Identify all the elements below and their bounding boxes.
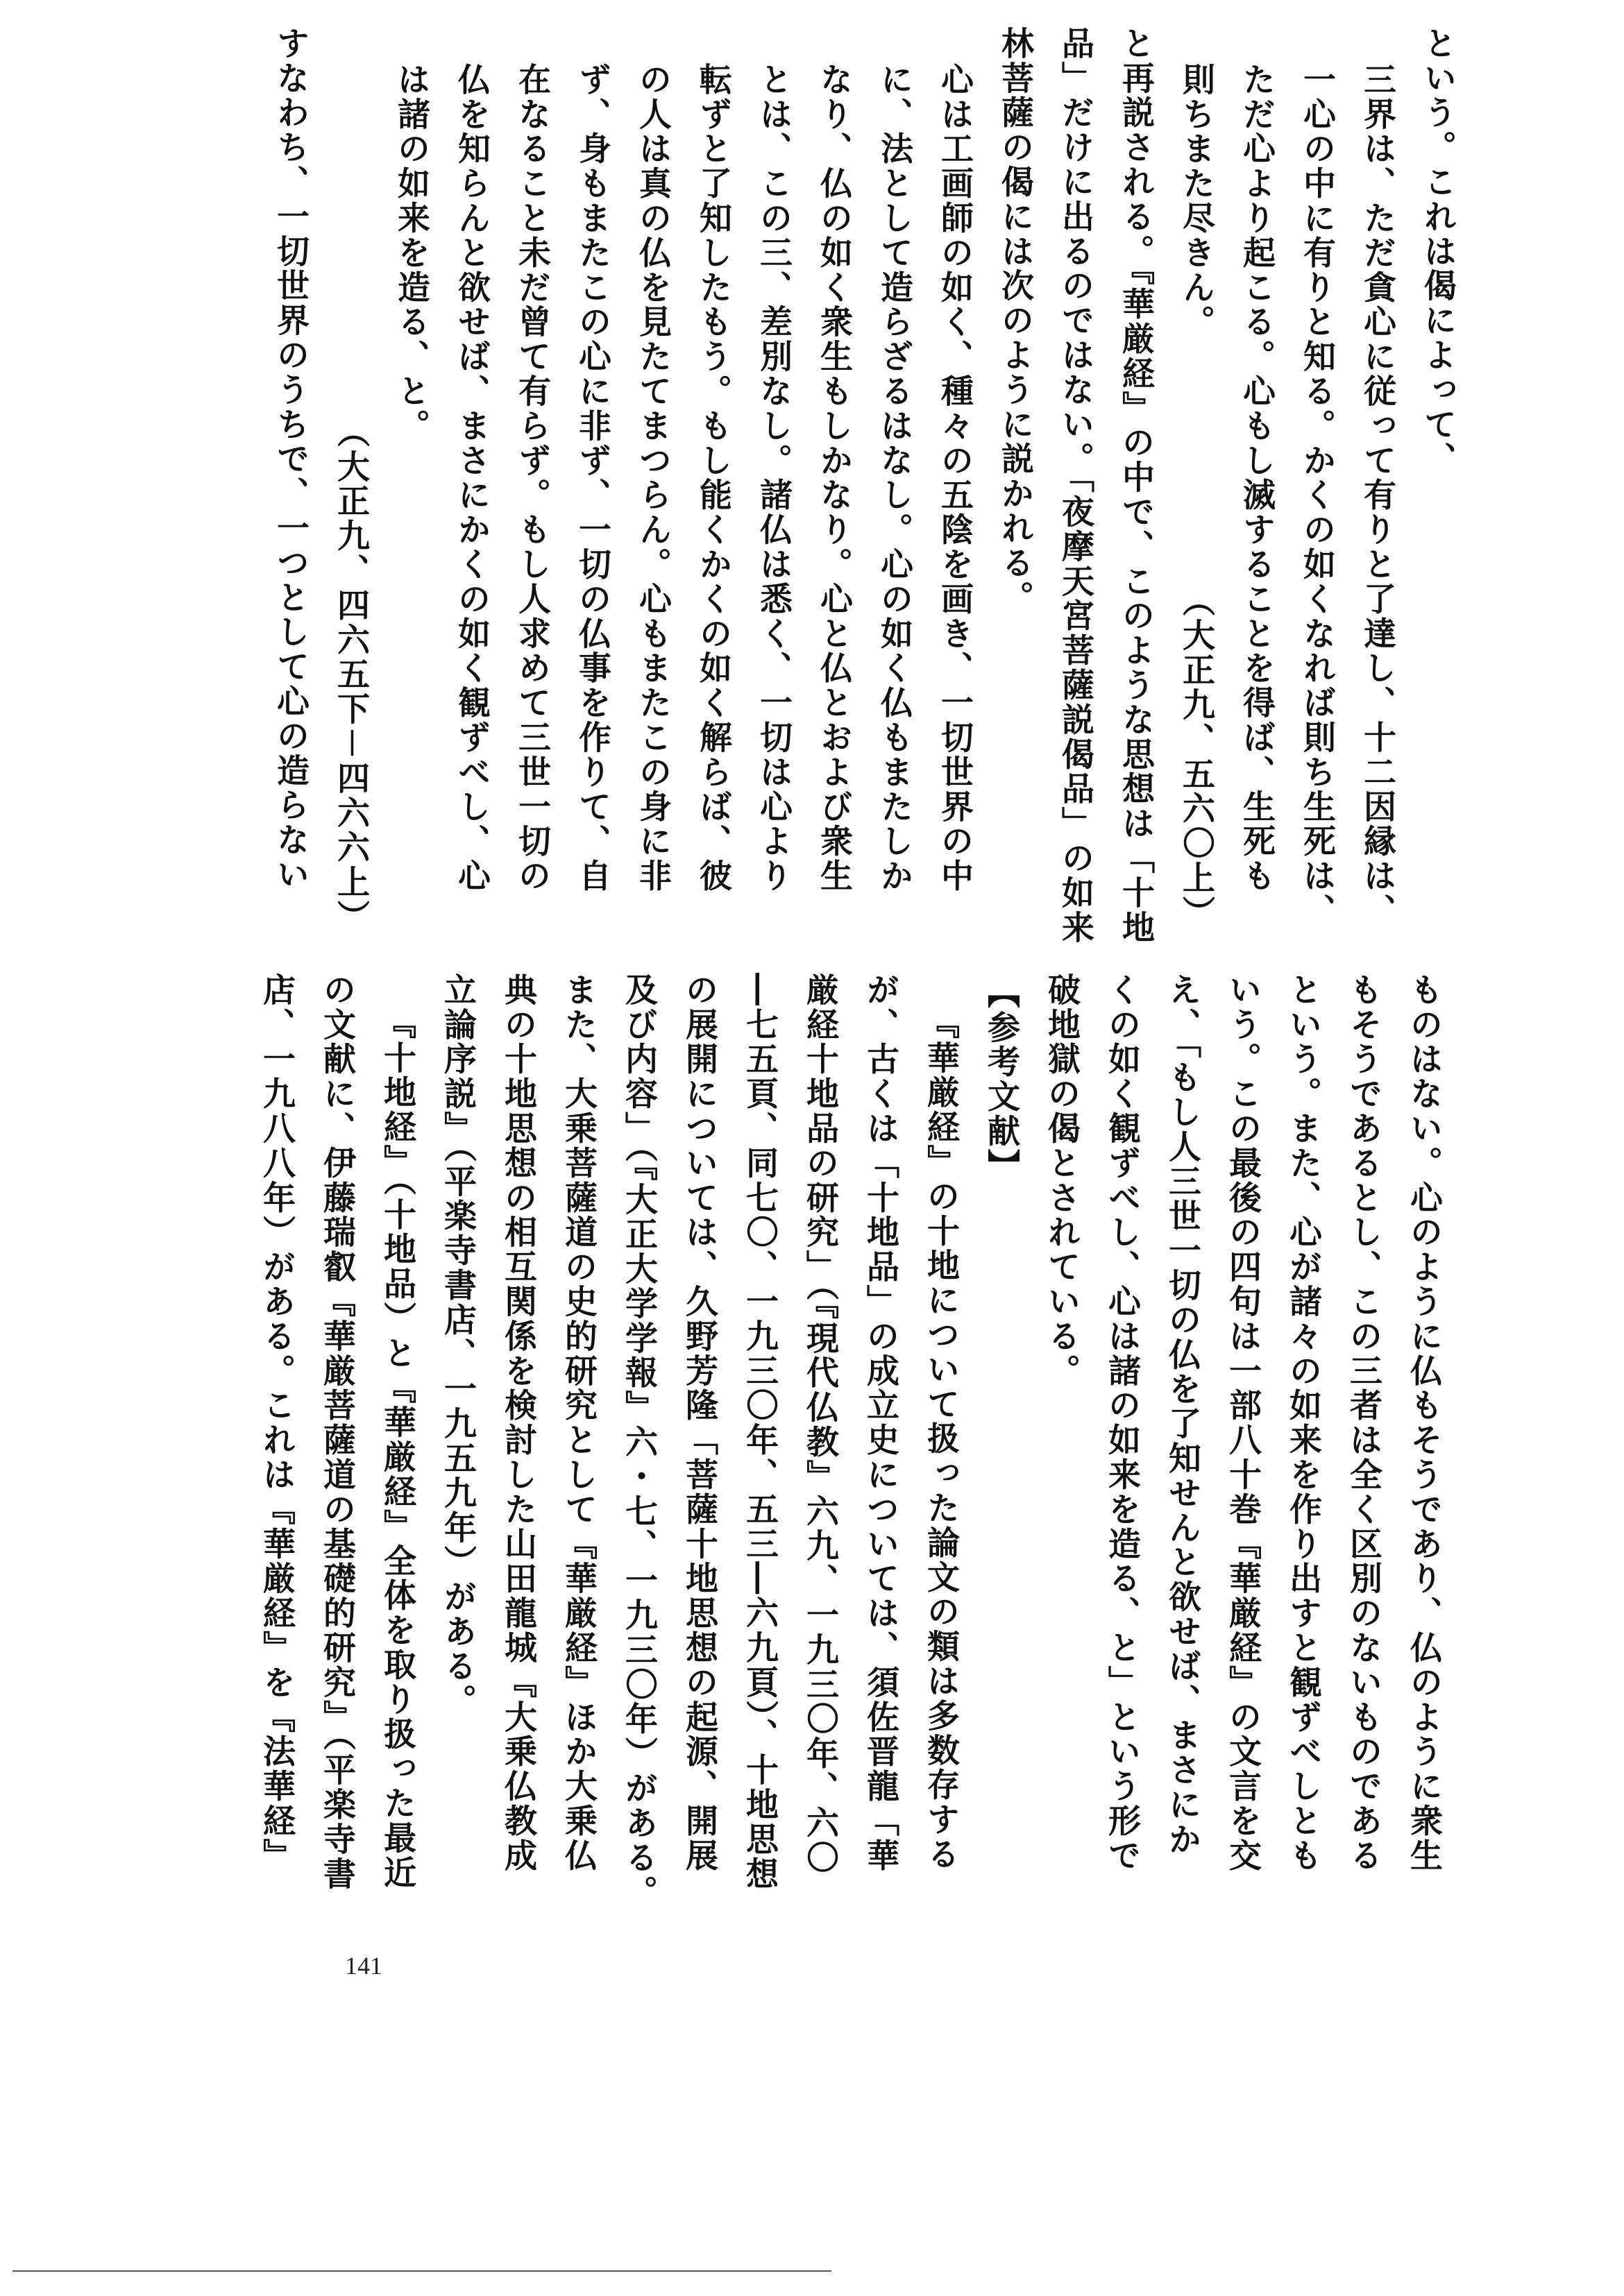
upper-text-line: 三界は、ただ貪心に従って有りと了達し、十二因縁は、: [1358, 62, 1396, 928]
lower-text-line: 厳経十地品の研究」（『現代仏教』六九、一九三〇年、六〇: [801, 973, 839, 1876]
upper-text-line: の人は真の仏を見たてまつらん。心もまたこの身に非: [634, 62, 672, 894]
upper-text-line: 則ちまた尽きん。 （大正九、五六〇上）: [1177, 62, 1215, 930]
page-number: 141: [345, 1952, 382, 1980]
lower-text-line: 及び内容」（『大正大学学報』六・七、一九三〇年）がある。: [620, 973, 658, 1910]
lower-text-line: の展開については、久野芳隆「菩薩十地思想の起源、開展: [680, 973, 718, 1873]
bottom-rule: [12, 2270, 831, 2272]
upper-text-line: なり、仏の如く衆生もしかなり。心と仏とおよび衆生: [815, 62, 853, 894]
lower-text-line: また、大乗菩薩道の史的研究として『華厳経』ほか大乗仏: [559, 973, 598, 1873]
lower-text-line: 店、一九八八年）がある。これは『華厳経』を『法華経』: [257, 973, 296, 1873]
lower-text-line: いう。この最後の四句は一部八十巻『華厳経』の文言を交: [1224, 973, 1262, 1873]
lower-text-line: の文献に、伊藤瑞叡『華厳菩薩道の基礎的研究』（平楽寺書: [318, 973, 356, 1891]
lower-text-line: 『華厳経』の十地について扱った論文の類は多数存する: [922, 1006, 960, 1872]
lower-text-line: ものはない。心のように仏もそうであり、仏のように衆生: [1405, 973, 1443, 1873]
upper-text-line: 林菩薩の偈には次のように説かれる。: [996, 26, 1034, 615]
upper-text-line: 品」だけに出るのではない。「夜摩天宮菩薩説偈品」の如来: [1056, 26, 1094, 945]
lower-text-line: 典の十地思想の相互関係を検討した山田龍城『大乗仏教成: [499, 973, 537, 1873]
lower-text-line: ―七五頁、同七〇、一九三〇年、五三―六九頁）、十地思想: [741, 973, 779, 1891]
upper-text-line: に、法として造らざるはなし。心の如く仏もまたしか: [875, 62, 913, 894]
upper-text-line: ず、身もまたこの心に非ず、一切の仏事を作りて、自: [573, 62, 611, 894]
lower-text-block: [246, 973, 1454, 1923]
upper-text-block: [260, 26, 1468, 991]
upper-text-line: と再説される。『華厳経』の中で、このような思想は「十地: [1117, 26, 1155, 945]
upper-text-line: （大正九、四六五下－四六六上）: [332, 415, 370, 935]
lower-text-line: え、「もし人三世一切の仏を了知せんと欲せば、まさにか: [1163, 973, 1201, 1857]
upper-text-line: ただ心より起こる。心もし滅することを得ば、生死も: [1237, 62, 1276, 894]
upper-text-line: 仏を知らんと欲せば、まさにかくの如く観ずべし、心: [452, 62, 491, 894]
upper-text-line: 在なること未だ曾て有らず。もし人求めて三世一切の: [513, 62, 551, 894]
upper-text-line: 転ずと了知したもう。もし能くかくの如く解らば、彼: [694, 62, 732, 894]
upper-text-line: という。これは偈によって、: [1419, 26, 1457, 477]
upper-text-line: は諸の如来を造る、と。: [392, 62, 430, 443]
upper-text-line: とは、この三、差別なし。諸仏は悉く、一切は心より: [754, 62, 793, 894]
lower-text-line: が、古くは「十地品」の成立史については、須佐晋龍「華: [861, 973, 899, 1873]
upper-text-line: 心は工画師の如く、種々の五陰を画き、一切世界の中: [936, 62, 974, 894]
upper-text-line: 一心の中に有りと知る。かくの如くなれば則ち生死は、: [1298, 62, 1336, 928]
lower-text-line: もそうであるとし、この三者は全く区別のないものである: [1344, 973, 1382, 1873]
lower-text-line: という。また、心が諸々の如来を作り出すと観ずべしとも: [1284, 973, 1322, 1873]
upper-text-line: すなわち、一切世界のうちで、一つとして心の造らない: [271, 26, 310, 892]
lower-text-line: 【参考文献】: [982, 976, 1020, 1184]
lower-text-line: 『十地経』（十地品）と『華厳経』全体を取り扱った最近: [378, 1006, 416, 1890]
lower-text-line: くの如く観ずべし、心は諸の如来を造る、と」という形で: [1103, 973, 1141, 1873]
lower-text-line: 立論序説』（平楽寺書店、一九五九年）がある。: [439, 973, 477, 1719]
lower-text-line: 破地獄の偈とされている。: [1042, 973, 1081, 1388]
